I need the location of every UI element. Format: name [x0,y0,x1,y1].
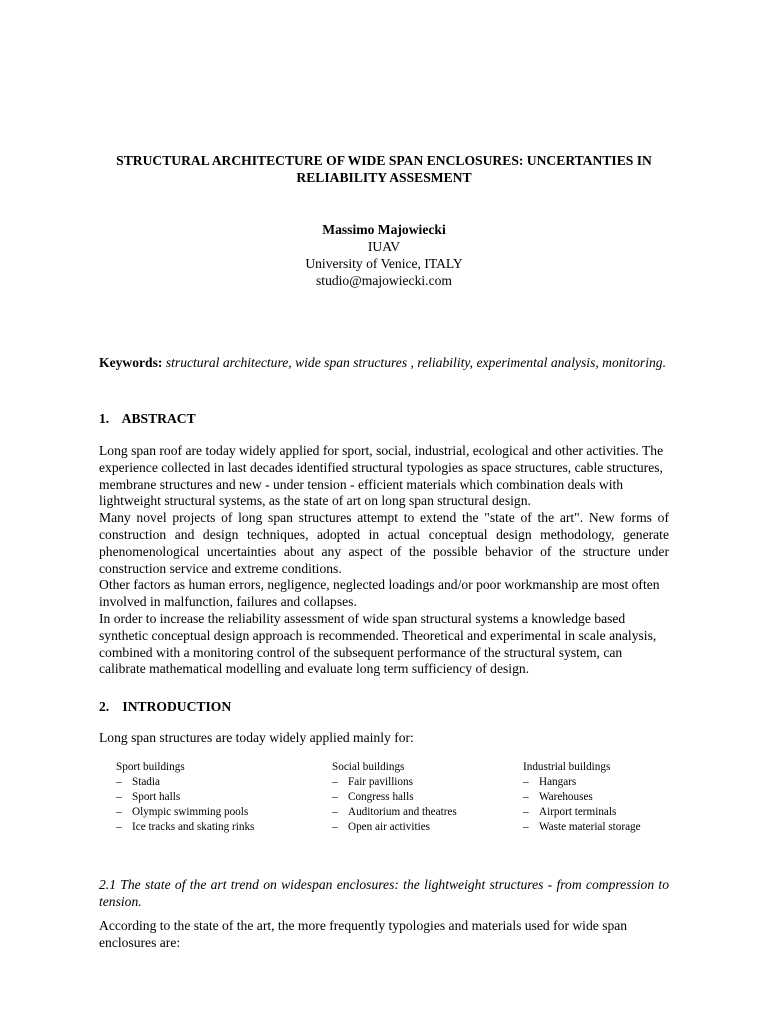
abstract-heading-text: ABSTRACT [121,411,196,426]
list-item: – Olympic swimming pools [116,806,249,818]
keywords-text: structural architecture, wide span structures , reliability, experimental analysis, monitoring. [162,355,666,370]
closing-paragraph: According to the state of the art, the more frequently typologies and materials used for wide span enclosures are: [99,918,628,950]
column-title: Sport buildings [116,761,185,773]
abstract-paragraph: In order to increase the reliability assessment of wide span structural systems a knowledge based synthetic conceptual design approach is recommended. Theoretical and experimental in scale analysis, combined with a monitoring control of the subsequent performance of the structural system, can calibrate mathematical modelling and evaluate long term sufficiency of design. [99,610,657,677]
author-affiliation: IUAV [367,239,401,254]
introduction-heading-text: INTRODUCTION [122,699,232,714]
introduction-number: 2. [99,699,110,714]
list-item: – Airport terminals [523,806,617,818]
list-item: – Sport halls [116,791,181,803]
social-buildings-column [332,760,457,835]
list-item: – Ice tracks and skating rinks [116,821,255,833]
list-item: – Fair pavillions [332,776,413,788]
keywords-label: Keywords: [99,355,163,370]
list-item: – Waste material storage [523,821,641,833]
abstract-paragraph: Many novel projects of long span structures attempt to extend the "state of the art". New forms of construction and design techniques, adopted in actual conceptual design methodology, generate phenomenological uncertainties about any aspect of the possible behavior of the structure under construction service and extreme conditions. [99,510,669,576]
author-email: studio@majowiecki.com [316,273,452,288]
abstract-paragraph: Other factors as human errors, negligence, neglected loadings and/or poor workmanship are most often involved in malfunction, failures and collapses. [99,577,660,610]
list-item: – Auditorium and theatres [332,806,457,818]
list-item: – Open air activities [332,821,431,833]
abstract-body [99,443,669,678]
list-item: – Stadia [116,776,160,788]
list-item: – Congress halls [332,791,414,803]
list-item: – Hangars [523,776,577,788]
industrial-buildings-column [523,760,641,835]
column-title: Industrial buildings [523,761,611,773]
column-title: Social buildings [332,761,405,773]
abstract-heading [99,410,196,427]
paper-title: STRUCTURAL ARCHITECTURE OF WIDE SPAN ENCLOSURES: UNCERTANTIES IN RELIABILITY ASSESMENT [116,153,652,185]
keywords [99,354,669,371]
abstract-number: 1. [99,411,110,426]
sport-buildings-column [116,760,254,835]
author-block [0,221,768,289]
list-item: – Warehouses [523,791,593,803]
author-institution: University of Venice, ITALY [305,256,463,271]
abstract-paragraph: Long span roof are today widely applied for sport, social, industrial, ecological and other activities. The experience collected in last decades identified structural typologies as space structures, cable structures, membrane structures and new - under tension - efficient materials which combination deals with lightweight structural systems, as the state of art on long span structural design. [99,443,664,509]
author-name: Massimo Majowiecki [322,222,446,237]
introduction-lead: Long span structures are today widely applied mainly for: [99,730,414,745]
introduction-heading [99,698,231,715]
subsection-heading: 2.1 The state of the art trend on widespan enclosures: the lightweight structures - from compression to tension. [99,877,669,909]
